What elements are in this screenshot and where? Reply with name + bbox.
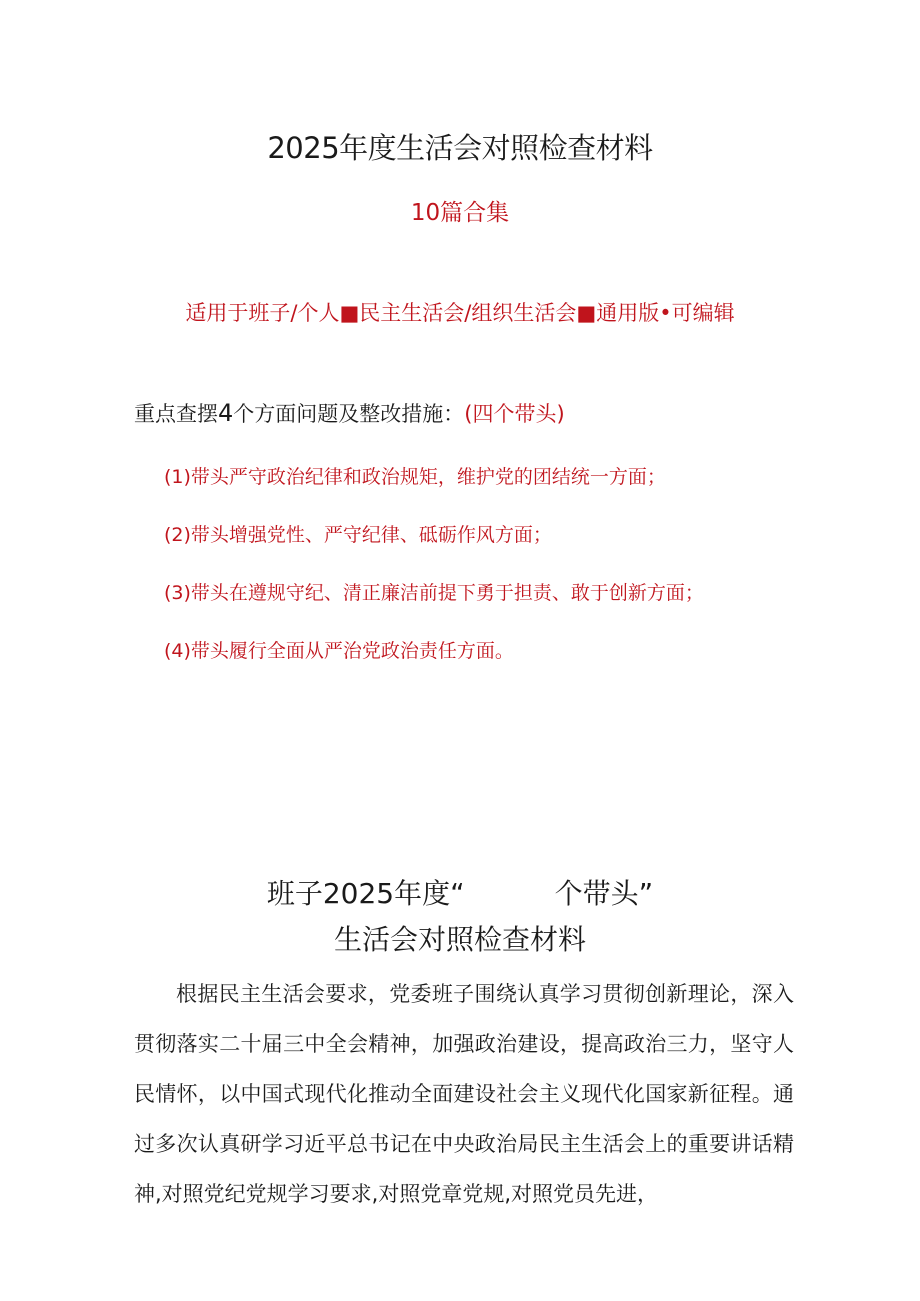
document-subtitle: 10篇合集: [410, 200, 510, 226]
section-title-right: 个带头”: [554, 877, 654, 910]
focus-item: (1)带头严守政治纪律和政治规矩，维护党的团结统一方面；: [164, 466, 666, 488]
focus-item: (2)带头增强党性、严守纪律、砥砺作风方面；: [164, 524, 552, 546]
paragraph-text: 根据民主生活会要求，党委班子围绕认真学习贯彻创新理论，深入贯彻落实二十届三中全会精神，加强政治建设，提高政治三力，坚守人民情怀，以中国式现代化推动全面建设社会主义现代化国家新征程。通过多次认真研学习近平总书记在中央政治局民主生活会上的重要讲话精神,对照党纪党规学习要求,对照党章党规,对照党员先进，: [134, 982, 794, 1206]
applies-to-line: 适用于班子/个人■民主生活会/组织生活会■通用版•可编辑: [185, 301, 735, 325]
body-paragraph: [134, 969, 794, 1219]
focus-number: 4: [218, 399, 234, 427]
section-title-line-1: [0, 872, 920, 912]
focus-item: (3)带头在遵规守纪、清正廉洁前提下勇于担责、敢于创新方面；: [164, 582, 704, 604]
focus-tag: (四个带头): [464, 402, 565, 426]
focus-item: (4)带头履行全面从严治党政治责任方面。: [164, 640, 514, 662]
section-title-line-2: 生活会对照检查材料: [333, 923, 586, 956]
focus-prefix: 重点查摆: [134, 402, 218, 426]
focus-heading: [134, 398, 565, 428]
focus-middle: 个方面问题及整改措施：: [233, 402, 465, 426]
section-title-left: 班子2025年度“: [266, 877, 465, 910]
document-title: 2025年度生活会对照检查材料: [267, 131, 653, 165]
